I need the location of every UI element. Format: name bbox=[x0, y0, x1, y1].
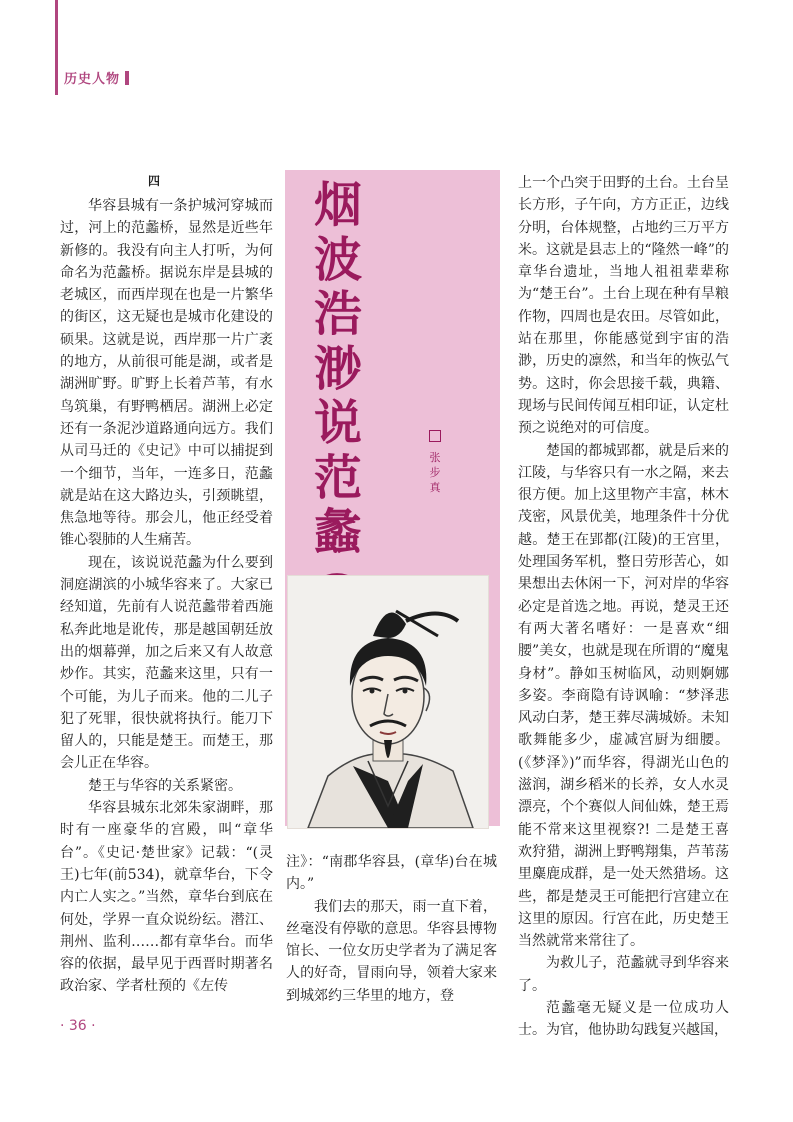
paragraph: 范蠡毫无疑义是一位成功人士。为官，他协助勾践复兴越国， bbox=[518, 999, 729, 1039]
paragraph: 华容县城东北郊朱家湖畔，那时有一座豪华的宫殿，叫“章华台”。《史记·楚世家》记载：“(灵王)七年(前534)，就章华台，下令内亡人实之。”当然，章华台到底在何处，学界一直众说纷纭。潜江、荆州、监利……都有章华台。而华容的依据，最早见于西晋时期著名政治家、学者杜预的《左传 bbox=[60, 800, 273, 995]
paragraph: 现在，该说说范蠡为什么要到洞庭湖滨的小城华容来了。大家已经知道，先前有人说范蠡带着西施私奔此地是讹传，那是越国朝廷放出的烟幕弹，加之后来又有人故意炒作。其实，范蠡来这里，只有一个可能，为儿子而来。他的二儿子犯了死罪，很快就将执行。能刀下留人的，只能是楚王。而楚王，那会儿正在华容。 bbox=[60, 554, 273, 772]
paragraph: 我们去的那天，雨一直下着，丝毫没有停歇的意思。华容县博物馆长、一位女历史学者为了满足客人的好奇，冒雨向导，领着大家来到城郊约三华里的地方，登 bbox=[286, 898, 497, 1004]
paragraph: 注》：“南郡华容县，(章华)台在城内。” bbox=[286, 854, 497, 893]
title-char: 烟 bbox=[313, 177, 362, 233]
section-number: 四 bbox=[148, 174, 161, 188]
author-char: 张 bbox=[429, 451, 441, 464]
paragraph: 华容县城有一条护城河穿城而过，河上的范蠡桥，显然是近些年新修的。我没有向主人打听，为何命名为范蠡桥。据说东岸是县城的老城区，而西岸现在也是一片繁华的街区，这无疑也是城市化建设的硕果。这就是说，西岸那一片广袤的地方，从前很可能是湖，或者是湖洲旷野。旷野上长着芦苇，有水鸟筑巢，有野鸭栖居。湖洲上必定还有一条泥沙道路通向远方。我们从司马迁的《史记》中可以捕捉到一个细节，当年，一连多日，范蠡就是站在这大路边头，引颈眺望，焦急地等待。那会儿，他正经受着锥心裂肺的人生痛苦。 bbox=[60, 198, 273, 549]
paragraph: 上一个凸突于田野的土台。土台呈长方形，子午向，方方正正，边线分明，台体规整，占地约三万平方米。这就是县志上的“隆然一峰”的章华台遗址，当地人祖祖辈辈称为“楚王台”。土台上现在种有旱粮作物，四周也是农田。尽管如此，站在那里，你能感觉到宇宙的浩渺，历史的凛然，和当年的恢弘气势。这时，你会思接千载，典籍、现场与民间传闻互相印证，认定杜预之说绝对的可信度。 bbox=[518, 175, 729, 437]
section-tag bbox=[64, 68, 129, 87]
middle-column bbox=[286, 851, 497, 1007]
title-char: 浩 bbox=[313, 286, 362, 342]
header-accent-bar bbox=[55, 0, 58, 95]
author-char: 步 bbox=[429, 466, 441, 479]
paragraph: 楚王与华容的关系紧密。 bbox=[88, 777, 242, 794]
right-column bbox=[518, 172, 729, 1042]
author-byline bbox=[425, 430, 445, 495]
byline-box-icon bbox=[429, 430, 441, 442]
section-tag-label: 历史人物 bbox=[64, 72, 121, 87]
author-char: 真 bbox=[429, 481, 441, 494]
title-char: 渺 bbox=[313, 340, 362, 397]
fan-li-portrait bbox=[287, 575, 489, 829]
title-char: 范 bbox=[313, 449, 362, 506]
page-number: · 36 · bbox=[60, 1018, 96, 1034]
paragraph: 楚国的都城郢都，就是后来的江陵，与华容只有一水之隔，来去很方便。加上这里物产丰富，林木茂密，风景优美，地理条件十分优越。楚王在郢都(江陵)的王宫里，处理国务军机，整日劳形苦心，如果想出去休闲一下，河对岸的华容必定是首选之地。再说，楚灵王还有两大著名嗜好：一是喜欢“细腰”美女，也就是现在所谓的“魔鬼身材”。静如玉树临风，动则婀娜多姿。李商隐有诗讽喻：“梦泽悲风动白茅，楚王葬尽满城娇。未知歌舞能多少，虚减宫厨为细腰。(《梦泽》)”而华容，得湖光山色的滋润，湖乡稻米的长养，女人水灵漂亮，个个赛似人间仙姝，楚王焉能不常来这里视察?! 二是楚王喜欢狩猎，湖洲上野鸭翔集，芦苇荡里麋鹿成群，是一处天然猎场。这些，都是楚灵王可能把行宫建立在这里的原因。行宫在此，历史楚王当然就常来常往了。 bbox=[518, 442, 729, 950]
title-char: 说 bbox=[313, 395, 362, 451]
paragraph: 为救儿子，范蠡就寻到华容来了。 bbox=[518, 955, 729, 994]
title-char: 蠡 bbox=[313, 504, 362, 560]
left-column bbox=[60, 195, 273, 998]
title-char: 波 bbox=[313, 231, 362, 288]
section-tag-mark bbox=[125, 71, 129, 85]
